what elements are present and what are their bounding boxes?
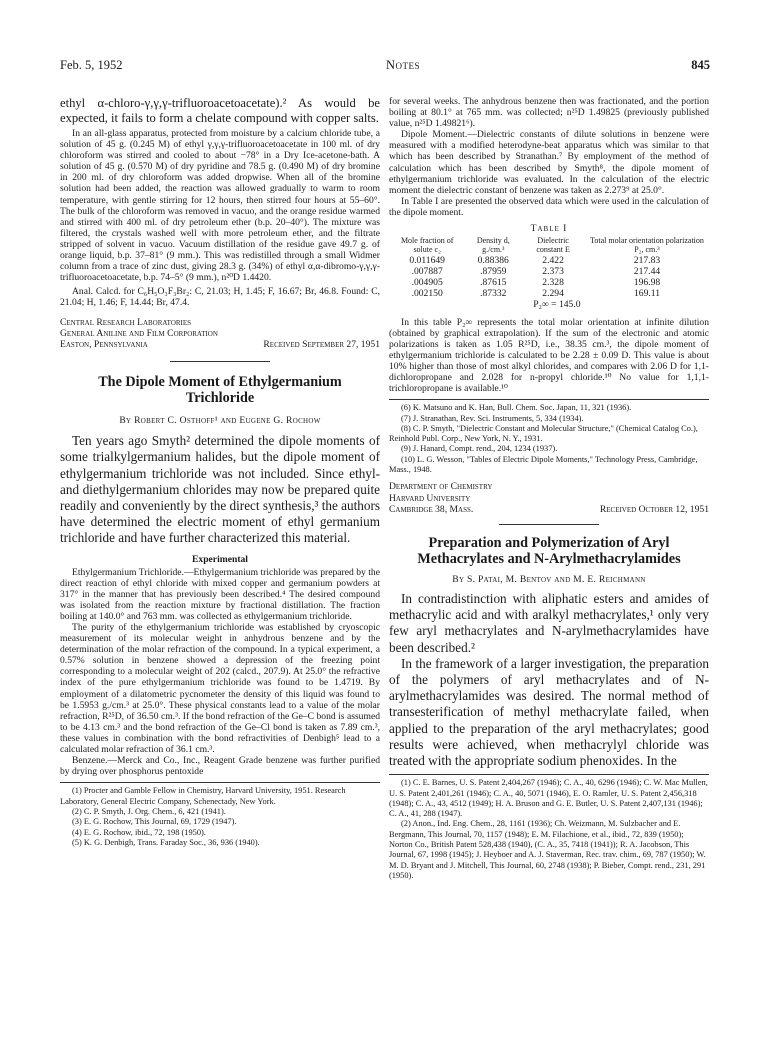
table-footer: P₂∞ = 145.0 — [533, 298, 581, 310]
table-row — [389, 277, 709, 288]
table-cell: 2.422 — [542, 254, 564, 266]
affiliation-line: General Aniline and Film Corporation — [60, 327, 218, 339]
affiliation-line: Cambridge 38, Mass. — [389, 503, 474, 515]
right-column — [389, 96, 709, 881]
experimental-paragraph: Benzene.—Merck and Co., Inc., Reagent Grade benzene was further purified by drying over phosphorus pentoxide — [60, 755, 380, 778]
running-header — [60, 58, 710, 74]
table-cell: 0.88386 — [477, 254, 509, 266]
table-cell: 0.011649 — [409, 254, 445, 266]
table-row — [389, 266, 709, 277]
footnote: (4) E. G. Rochow, ibid., 72, 198 (1950). — [72, 827, 206, 837]
experimental-paragraph: The purity of the ethylgermanium trichloride was established by cryoscopic measurement of its molecular weight in anhydrous benzene and by the determination of the molar refraction of the compound. In a typical experiment, a 0.57% solution in benzene showed a depression of the freezing point corresponding to a molecular weight of 202 (calcd., 207.9). At 25.0° the refractive index of the pure ethylgermanium trichloride was found to be 1.4719. By employment of a dilatometric pycnometer the density of this liquid was found to be 1.5953 g./cm.³ at 25.0°. These physical constants lead to a value of the molar refraction, R²⁵D, of 36.50 cm.³. If the bond refraction of the Ge–C bond is assumed to be 4.13 cm.³ and the bond refraction of the Ge–Cl bond is taken as 7.89 cm.³, these values in combination with the bond refractivities of Denbigh⁵ lead to a calculated molar refraction of 36.1 cm.³. — [60, 622, 380, 756]
footnote: (5) K. G. Denbigh, Trans. Faraday Soc., 36, 936 (1940). — [72, 837, 260, 847]
table-cell: 2.373 — [542, 265, 564, 277]
affiliation-block-1 — [60, 317, 380, 351]
section-heading: Experimental — [192, 553, 248, 565]
byline: By S. Patai, M. Bentov and M. E. Reichmann — [452, 573, 646, 585]
article-title: Preparation and Polymerization of Aryl Methacrylates and N-Arylmethacrylamides — [417, 534, 681, 567]
header-date: Feb. 5, 1952 — [60, 58, 123, 72]
received-date: Received October 12, 1951 — [599, 503, 709, 515]
byline: By Robert C. Osthoff¹ and Eugene G. Rochow — [119, 415, 321, 427]
affiliation-line: Harvard University — [389, 492, 471, 504]
table-cell: 2.328 — [542, 276, 564, 288]
footnote: (9) J. Hanard, Compt. rend., 204, 1234 (1937). — [401, 444, 558, 454]
table-row — [389, 288, 709, 299]
table-row — [389, 255, 709, 266]
divider — [499, 524, 599, 525]
received-date: Received September 27, 1951 — [263, 338, 380, 350]
table-cell: .007887 — [411, 265, 443, 277]
affiliation-block-2 — [389, 481, 709, 515]
table-cell: 217.83 — [633, 254, 661, 266]
abstract-paragraph: Ten years ago Smyth² determined the dipole moments of some trialkylgermanium halides, but the dipole moment of ethylgermanium trichloride was not included. Since ethyl- and diethylgermanium chlorides may now be prepared quite readily and conveniently by the direct synthesis,³ the authors have determined the electric moment of ethyl germanium trichloride and have further characterized this material. — [60, 433, 381, 546]
table-cell: 217.44 — [633, 265, 661, 277]
intro-paragraph: In the framework of a larger investigation, the preparation of the polymers of aryl methacrylates and of N-arylmethacrylamides was desired. The normal method of transesterification of methyl methacrylate failed, when applied to the preparation of the aryl methacrylates; good results were achieved, when methacrylyl chloride was treated with the appropriate sodium phenoxides. In the — [389, 655, 709, 768]
footnotes — [60, 786, 380, 848]
table-cell: .002150 — [411, 287, 443, 299]
footnote: (3) E. G. Rochow, This Journal, 69, 1729 (1947). — [72, 817, 237, 827]
footnote-divider — [60, 782, 380, 783]
divider — [170, 361, 270, 362]
experimental-paragraph: Ethylgermanium Trichloride.—Ethylgermanium trichloride was prepared by the direct reaction of ethyl chloride with mixed copper and germanium powders at 317° in the manner that has previously been described.⁴ The desired compound was isolated from the reaction mixture by fractional distillation. The fraction boiling at 140.0° and 763 mm. was collected as ethylgermanium trichloride. — [60, 566, 380, 622]
data-table — [389, 237, 709, 310]
footnote: (1) Procter and Gamble Fellow in Chemistry, Harvard University, 1951. Research Laboratory, General Electric Company, Schenectady, New York. — [60, 786, 346, 806]
procedure-paragraph: In an all-glass apparatus, protected from moisture by a calcium chloride tube, a solution of 45 g. (0.245 M) of ethyl γ,γ,γ-trifluoroacetoacetate in 100 ml. of dry chloroform was stirred and cooled to about −78° in a Dry Ice-acetone-bath. A solution of 45 g. (0.570 M) of dry pyridine and 78.5 g. (0.490 M) of dry bromine in 200 ml. of dry chloroform was added dropwise. When all of the bromine solution had been added, the reaction was allowed gradually to warm to room temperature, with gentle stirring for 12 hours, then stirred four hours at 55–60°. The bulk of the chloroform was removed in vacuo, and the orange residue warmed and stirred with 400 ml. of dry petroleum ether (b.p. 20–40°). The mixture was filtered, the crystals washed well with more petroleum ether, and the filtrate stripped of solvent in vacuo. Vacuum distillation of the residue gave 49.7 g. of orange liquid, b.p. 37–81° (9 mm.). This was redistilled through a small Widmer column from a trace of zinc dust, giving 28.3 g. (34%) of ethyl α,α-dibromo-γ,γ,γ-trifluoroacetoacetate, b.p. 74–5° (9 mm.), n²⁰D 1.4420. — [60, 128, 380, 284]
table-cell: 169.11 — [633, 287, 660, 299]
affiliation-line: Department of Chemistry — [389, 481, 493, 493]
table-title: Table I — [530, 223, 568, 235]
discussion-paragraph: In this table P₂∞ represents the total molar orientation at infinite dilution (obtained by graphical extrapolation). If the sum of the electronic and atomic polarizations is taken as 1.05 R²⁵D, i.e., 38.35 cm.³, the dipole moment of ethylgermanium trichloride is calculated to be 2.28 ± 0.09 D. This value is about 10% higher than those of most alkyl chlorides, and compares with 2.06 D for 1,1-dichloropropane and 2.028 for n-propyl chloride.¹⁰ No value for 1,1,1-trichloropropane is available.¹⁰ — [389, 316, 709, 395]
footnote: (6) K. Matsuno and K. Han, Bull. Chem. Soc. Japan, 11, 321 (1936). — [401, 403, 632, 413]
article-title: The Dipole Moment of Ethylgermanium Trichloride — [98, 374, 342, 407]
table-header-cell: Mole fraction of solute c₂ — [400, 236, 454, 254]
table-cell: .87615 — [480, 276, 507, 288]
footnote: (1) C. E. Barnes, U. S. Patent 2,404,267 (1946); C. A., 40, 6296 (1946); C. W. Mac Mullen, U. S. Patent 2,401,261 (1946); C. A., 40, 5071 (1946), E. O. Ramler, U. S. Patent 2,456,318 (1948); C. A., 43, 4512 (1949); H. A. Bruson and G. E. Butler, U. S. Patent 2,407,131 (1946); C. A., 41, 288 (1947). — [389, 778, 708, 819]
footnote: (10) L. G. Wesson, "Tables of Electric Dipole Moments," Technology Press, Cambridge, Mass., 1948. — [389, 454, 698, 475]
footnote-divider — [389, 399, 709, 400]
table-row — [389, 299, 709, 310]
footnote: (2) C. P. Smyth, J. Org. Chem., 6, 421 (1941). — [72, 806, 226, 816]
table-cell: .87332 — [480, 287, 507, 299]
intro-paragraph: In contradistinction with aliphatic esters and amides of methacrylic acid and with aralkyl methacrylates,¹ only very few aryl methacrylates and N-arylmethacrylamides have been described.² — [389, 590, 709, 655]
footnote-divider — [389, 774, 709, 775]
table-header-cell: Density d, g./cm.³ — [476, 236, 510, 254]
table-intro: In Table I are presented the observed data which were used in the calculation of the dipole moment. — [389, 195, 709, 218]
footnotes — [389, 778, 709, 881]
affiliation-line: Easton, Pennsylvania — [60, 338, 148, 350]
affiliation-line: Central Research Laboratories — [60, 316, 192, 328]
footnote: (7) J. Stranathan, Rev. Sci. Instruments, 5, 334 (1934). — [401, 413, 584, 423]
footnotes — [389, 403, 709, 475]
intro-text: ethyl α-chloro-γ,γ,γ-trifluoroacetoacetate).² As would be expected, it fails to form a chelate compound with copper salts. — [60, 96, 380, 125]
table-cell: 2.294 — [542, 287, 564, 299]
continued-paragraph: for several weeks. The anhydrous benzene then was fractionated, and the portion boiling at 80.1° at 765 mm. was collected; n²⁵D 1.49825 (previously published value, n²⁵D 1.49821⁶). — [389, 96, 709, 130]
table-cell: .87959 — [480, 265, 507, 277]
table-cell: 196.98 — [633, 276, 661, 288]
footnote: (2) Anon., Ind. Eng. Chem., 28, 1161 (1936); Ch. Weizmann, M. Sulzbacher and E. Bergmann, This Journal, 70, 1157 (1948); E. M. Filachione, et al., ibid., 72, 839 (1950); Norton Co., British Patent 528,438 (1940), (C. A., 35, 7418 (1941)); R. A. Jacobson, This Journal, 67, 1998 (1945); J. Heyboer and A. J. Staverman, Rec. trav. chim., 69, 787 (1950); W. M. D. Bryant and J. Mitchell, This Journal, 60, 2748 (1938); P. Bieber, Compt. rend., 231, 291 (1950). — [389, 819, 706, 880]
analysis-paragraph: Anal. Calcd. for C₆H₅O₃F₃Br₂: C, 21.03; H, 1.45; F, 16.67; Br, 46.8. Found: C, 21.04; H, 1.46; F, 14.44; Br, 47.4. — [60, 286, 380, 309]
footnote: (8) C. P. Smyth, "Dielectric Constant and Molecular Structure," (Chemical Catalog Co.), Reinhold Publ. Corp., New York, N. Y., 1931. — [389, 423, 698, 444]
table-header-cell: Total molar orientation polarization P₂, cm.³ — [590, 236, 704, 254]
dipole-paragraph: Dipole Moment.—Dielectric constants of dilute solutions in benzene were measured with a modified heterodyne-beat apparatus which was similar to that which has been described by Stranathan.⁷ By employment of the method of calculation which has been described by Smyth⁸, the dipole moment of ethylgermanium trichloride was evaluated. In the calculation of the electric moment the dielectric constant of benzene was taken as 2.273⁹ at 25.0°. — [389, 129, 709, 196]
table-cell: .004905 — [411, 276, 443, 288]
table-header-cell: Dielectric constant E — [536, 236, 570, 254]
header-journal: Notes — [386, 58, 421, 72]
header-page-number: 845 — [691, 58, 710, 72]
left-column — [60, 96, 380, 848]
